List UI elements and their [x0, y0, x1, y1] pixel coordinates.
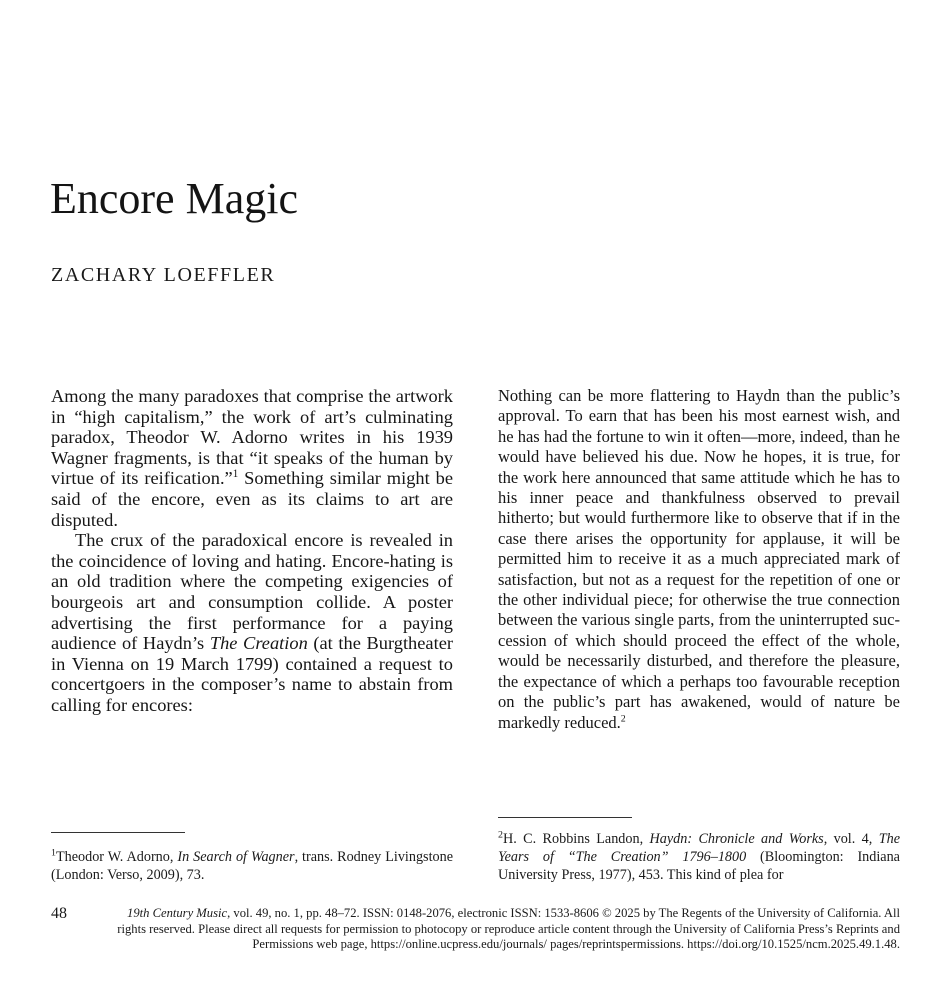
article-title: Encore Magic	[50, 174, 298, 223]
journal-name: 19th Century Music	[127, 906, 228, 920]
footnote-1	[51, 848, 453, 884]
body-paragraph-1	[51, 386, 453, 530]
footnote-2-italic-1: Haydn: Chronicle and Works	[649, 831, 824, 847]
footnote-2-text-a: H. C. Robbins Landon,	[502, 831, 650, 847]
footnote-2-italic-2: The Years of “The Creation” 1796–1800	[498, 831, 900, 865]
work-title-the-creation: The Creation	[209, 633, 308, 654]
footnote-2-number: 2	[498, 829, 503, 841]
footnote-2-text-c: (Bloomington: Indiana University Press, 1977), 453. This kind of plea for	[498, 849, 900, 883]
footnote-1-text-b: , trans. Rodney Livingstone (London: Verso, 2009), 73.	[51, 849, 453, 883]
block-quote-text: Nothing can be more flattering to Haydn than the public’s approval. To earn that has been his most earnest wish, and he has had the fortune to win it often—more, indeed, than he would have believed his due. Now he hopes, it is true, for the work here announced that same attitude which he has to his inner peace and thankfulness observed to prevail hitherto; but would furthermore like to observe that if in the case there arises the opportunity for applause, it will be permitted him to receive it as a much appreciated mark of satisfaction, but not as a request for the repetition of one or the other individual piece; for otherwise the true connection between the various single parts, from the uninterrupted succession of which should proceed the effect of the whole, would be necessarily disturbed, and therefore the pleasure, the expectance of which a perhaps too favourable reception on the public’s part has awakened, would of nature be markedly reduced.	[498, 386, 900, 732]
footnote-1-number: 1	[51, 847, 56, 859]
footnote-1-text-a: Theodor W. Adorno,	[55, 849, 178, 865]
footnote-1-italic: In Search of Wagner	[177, 849, 295, 865]
journal-colophon	[96, 906, 900, 953]
body-column-right	[498, 386, 900, 733]
footnote-ref-2[interactable]: 2	[620, 713, 626, 724]
body-paragraph-2-text-a: The crux of the paradoxical encore is revealed in the coincidence of loving and hating. Encore-hating is an old tradition where the competing exigencies of bourgeois art and consumption collide. A poster advertising the first performance for a paying audience of Haydn’s	[51, 530, 453, 654]
footnote-ref-1[interactable]: 1	[232, 468, 239, 481]
block-quote	[498, 386, 900, 733]
footnote-2-text-b: , vol. 4,	[823, 831, 879, 847]
body-paragraph-1-text-b: Something similar might be said of the encore, even as its claims to art are disputed.	[51, 468, 454, 530]
body-column-left	[51, 386, 453, 716]
colophon-text: , vol. 49, no. 1, pp. 48–72. ISSN: 0148-2076, electronic ISSN: 1533-8606 © 2025 by The Regents of the University of California. All rights reserved. Please direct all requests for permission to photocopy or reproduce article content through the University of California Press’s Reprints and Permissions web page, https://online.ucpress.edu/journals/ pages/reprintspermissions. https://doi.org/10.1525/ncm.2025.49.1.48.	[117, 906, 900, 952]
footnote-rule-left	[51, 832, 185, 833]
article-author: ZACHARY LOEFFLER	[51, 264, 276, 286]
body-paragraph-1-text-a: Among the many paradoxes that comprise the artwork in “high capitalism,” the work of art’s culminating paradox, Theodor W. Adorno writes in his 1939 Wagner fragments, is that “it speaks of the human by virtue of its reification.”	[51, 386, 453, 489]
footnote-rule-right	[498, 817, 632, 818]
footnote-2	[498, 830, 900, 884]
page-number: 48	[51, 905, 67, 922]
body-paragraph-2	[51, 530, 453, 715]
body-paragraph-2-text-b: (at the Burgtheater in Vienna on 19 March 1799) contained a request to concertgoers in the composer’s name to abstain from calling for encores:	[51, 633, 453, 715]
